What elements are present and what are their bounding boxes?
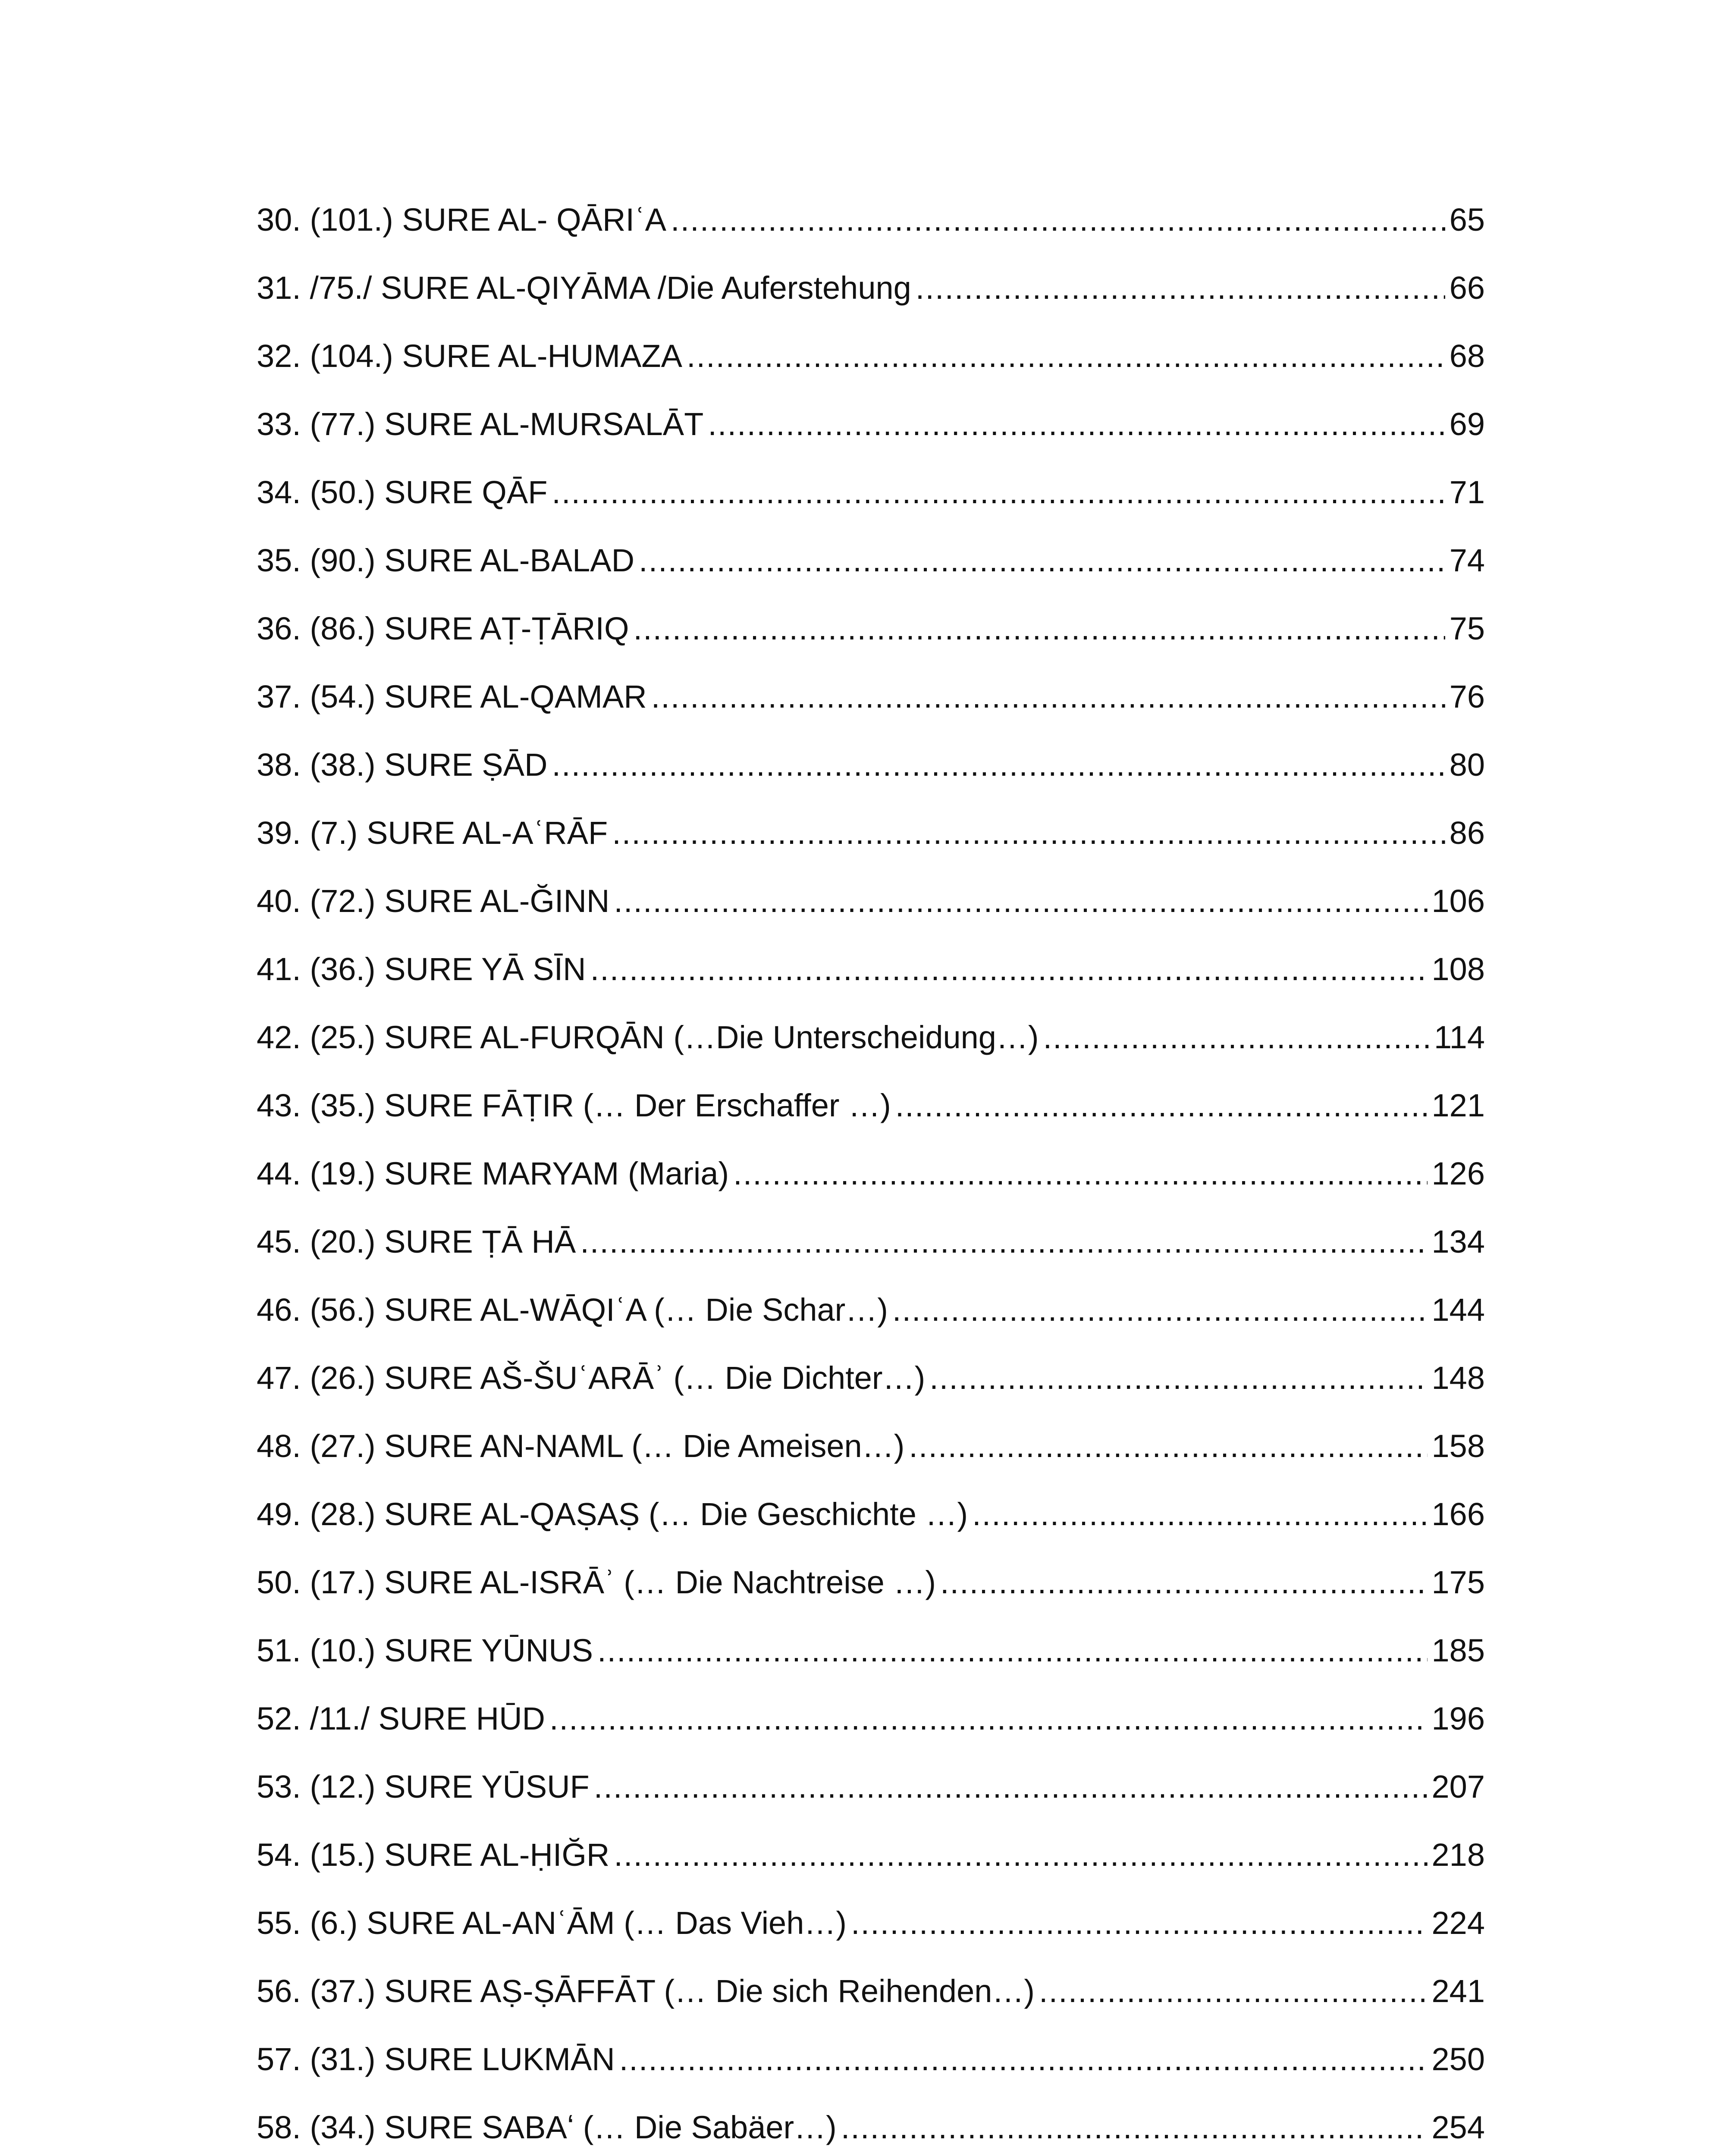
toc-dot-leader xyxy=(619,2042,1428,2077)
toc-dot-leader xyxy=(634,611,1445,646)
toc-entry-page: 108 xyxy=(1431,951,1485,987)
toc-entry-title: 51. (10.) SURE YŪNUS xyxy=(257,1633,593,1668)
toc-entry[interactable] xyxy=(257,1088,1485,1156)
toc-entry-page: 148 xyxy=(1431,1360,1485,1396)
toc-entry-page: 241 xyxy=(1431,1973,1485,2009)
toc-entry-page: 75 xyxy=(1449,611,1485,646)
toc-dot-leader xyxy=(580,1225,1427,1259)
toc-entry[interactable] xyxy=(257,475,1485,543)
toc-entry[interactable] xyxy=(257,2042,1485,2110)
toc-entry[interactable] xyxy=(257,1770,1485,1838)
toc-entry[interactable] xyxy=(257,1497,1485,1565)
toc-entry[interactable] xyxy=(257,1225,1485,1293)
toc-entry-title: 37. (54.) SURE AL-QAMAR xyxy=(257,679,647,714)
toc-entry[interactable] xyxy=(257,1156,1485,1225)
toc-entry-title: 32. (104.) SURE AL-HUMAZA xyxy=(257,338,682,374)
toc-entry[interactable] xyxy=(257,680,1485,748)
toc-entry-page: 175 xyxy=(1431,1564,1485,1600)
toc-dot-leader xyxy=(892,1293,1428,1327)
toc-dot-leader xyxy=(614,884,1427,918)
toc-entry-page: 207 xyxy=(1431,1769,1485,1805)
toc-entry-page: 185 xyxy=(1431,1633,1485,1668)
toc-entry-page: 134 xyxy=(1431,1224,1485,1260)
toc-entry-page: 254 xyxy=(1431,2109,1485,2145)
toc-entry-title: 44. (19.) SURE MARYAM (Maria) xyxy=(257,1156,729,1191)
toc-entry[interactable] xyxy=(257,1429,1485,1497)
toc-dot-leader xyxy=(651,680,1445,714)
toc-entry[interactable] xyxy=(257,339,1485,407)
toc-entry-page: 250 xyxy=(1431,2041,1485,2077)
toc-entry-title: 38. (38.) SURE ṢĀD xyxy=(257,747,548,783)
toc-entry-title: 46. (56.) SURE AL-WĀQIʿA (… Die Schar…) xyxy=(257,1292,888,1328)
toc-entry[interactable] xyxy=(257,1293,1485,1361)
toc-entry-page: 196 xyxy=(1431,1701,1485,1736)
toc-entry[interactable] xyxy=(257,611,1485,680)
toc-dot-leader xyxy=(733,1156,1427,1191)
toc-entry[interactable] xyxy=(257,271,1485,339)
toc-entry-title: 52. /11./ SURE HŪD xyxy=(257,1701,545,1736)
toc-dot-leader xyxy=(552,475,1445,510)
toc-entry-title: 41. (36.) SURE YĀ SĪN xyxy=(257,951,586,987)
toc-entry[interactable] xyxy=(257,816,1485,884)
toc-entry-title: 43. (35.) SURE FĀṬIR (… Der Erschaffer …) xyxy=(257,1087,891,1123)
toc-entry-page: 144 xyxy=(1431,1292,1485,1328)
toc-dot-leader xyxy=(549,1702,1428,1736)
toc-dot-leader xyxy=(1043,1020,1430,1055)
toc-entry[interactable] xyxy=(257,1633,1485,1702)
toc-dot-leader xyxy=(671,203,1445,237)
toc-entry-page: 121 xyxy=(1431,1087,1485,1123)
toc-dot-leader xyxy=(687,339,1445,373)
toc-entry[interactable] xyxy=(257,1020,1485,1088)
toc-entry-title: 48. (27.) SURE AN-NAML (… Die Ameisen…) xyxy=(257,1428,905,1464)
toc-entry-page: 80 xyxy=(1449,747,1485,783)
toc-entry-title: 34. (50.) SURE QĀF xyxy=(257,474,548,510)
toc-entry-page: 76 xyxy=(1449,679,1485,714)
toc-entry-title: 40. (72.) SURE AL-ĞINN xyxy=(257,883,610,919)
toc-entry-page: 114 xyxy=(1434,1019,1485,1055)
toc-entry-page: 65 xyxy=(1449,202,1485,238)
toc-entry-page: 69 xyxy=(1449,406,1485,442)
toc-entry[interactable] xyxy=(257,2110,1485,2156)
toc-entry-title: 55. (6.) SURE AL-ANʿĀM (… Das Vieh…) xyxy=(257,1905,847,1941)
toc-entry-title: 42. (25.) SURE AL-FURQĀN (…Die Unterscheidung…) xyxy=(257,1019,1039,1055)
toc-entry-title: 54. (15.) SURE AL-ḤIĞR xyxy=(257,1837,610,1873)
toc-entry-page: 66 xyxy=(1449,270,1485,306)
toc-entry[interactable] xyxy=(257,1702,1485,1770)
toc-dot-leader xyxy=(552,748,1445,782)
toc-entry-title: 39. (7.) SURE AL-AʿRĀF xyxy=(257,815,608,851)
toc-entry[interactable] xyxy=(257,1361,1485,1429)
toc-entry-title: 50. (17.) SURE AL-ISRĀʾ (… Die Nachtreise …) xyxy=(257,1564,936,1600)
toc-entry-title: 35. (90.) SURE AL-BALAD xyxy=(257,542,635,578)
toc-entry-page: 106 xyxy=(1431,883,1485,919)
toc-entry-page: 218 xyxy=(1431,1837,1485,1873)
toc-dot-leader xyxy=(708,407,1445,442)
toc-entry[interactable] xyxy=(257,1906,1485,1974)
toc-dot-leader xyxy=(851,1906,1428,1940)
toc-entry-title: 33. (77.) SURE AL-MURSALĀT xyxy=(257,406,704,442)
toc-entry-title: 49. (28.) SURE AL-QAṢAṢ (… Die Geschichte …) xyxy=(257,1496,968,1532)
toc-dot-leader xyxy=(639,543,1445,578)
toc-entry[interactable] xyxy=(257,952,1485,1020)
toc-dot-leader xyxy=(614,1838,1427,1872)
toc-entry-title: 31. /75./ SURE AL-QIYĀMA /Die Auferstehung xyxy=(257,270,911,306)
toc-entry-title: 45. (20.) SURE ṬĀ HĀ xyxy=(257,1224,576,1260)
toc-entry-page: 86 xyxy=(1449,815,1485,851)
toc-entry-page: 158 xyxy=(1431,1428,1485,1464)
toc-dot-leader xyxy=(597,1633,1428,1668)
toc-entry-page: 224 xyxy=(1431,1905,1485,1941)
toc-entry-title: 58. (34.) SURE SABAʻ (… Die Sabäer…) xyxy=(257,2109,837,2145)
toc-dot-leader xyxy=(929,1361,1427,1395)
toc-dot-leader xyxy=(972,1497,1427,1532)
toc-dot-leader xyxy=(1039,1974,1427,2009)
toc-dot-leader xyxy=(590,952,1428,987)
toc-entry[interactable] xyxy=(257,1565,1485,1633)
toc-dot-leader xyxy=(612,816,1445,850)
toc-dot-leader xyxy=(940,1565,1428,1600)
toc-entry-page: 68 xyxy=(1449,338,1485,374)
toc-dot-leader xyxy=(909,1429,1427,1463)
toc-entry-title: 56. (37.) SURE AṢ-ṢĀFFĀT (… Die sich Reihenden…) xyxy=(257,1973,1035,2009)
toc-dot-leader xyxy=(916,271,1445,305)
toc-entry-title: 57. (31.) SURE LUKMĀN xyxy=(257,2041,615,2077)
toc-entry-title: 53. (12.) SURE YŪSUF xyxy=(257,1769,590,1805)
toc-entry[interactable] xyxy=(257,543,1485,611)
toc-entry-title: 36. (86.) SURE AṬ-ṬĀRIQ xyxy=(257,611,629,646)
toc-entry[interactable] xyxy=(257,884,1485,952)
toc-entry-page: 74 xyxy=(1449,542,1485,578)
toc-entry-title: 47. (26.) SURE AŠ-ŠUʿARĀʾ (… Die Dichter…) xyxy=(257,1360,926,1396)
toc-entry[interactable] xyxy=(257,1974,1485,2042)
table-of-contents xyxy=(257,203,1485,2156)
toc-entry-page: 126 xyxy=(1431,1156,1485,1191)
toc-dot-leader xyxy=(594,1770,1428,1804)
toc-entry-title: 30. (101.) SURE AL- QĀRIʿA xyxy=(257,202,667,238)
toc-entry[interactable] xyxy=(257,1838,1485,1906)
toc-dot-leader xyxy=(895,1088,1428,1123)
toc-dot-leader xyxy=(841,2110,1428,2145)
toc-entry[interactable] xyxy=(257,203,1485,271)
toc-entry[interactable] xyxy=(257,748,1485,816)
toc-entry-page: 71 xyxy=(1449,474,1485,510)
toc-entry-page: 166 xyxy=(1431,1496,1485,1532)
toc-entry[interactable] xyxy=(257,407,1485,475)
